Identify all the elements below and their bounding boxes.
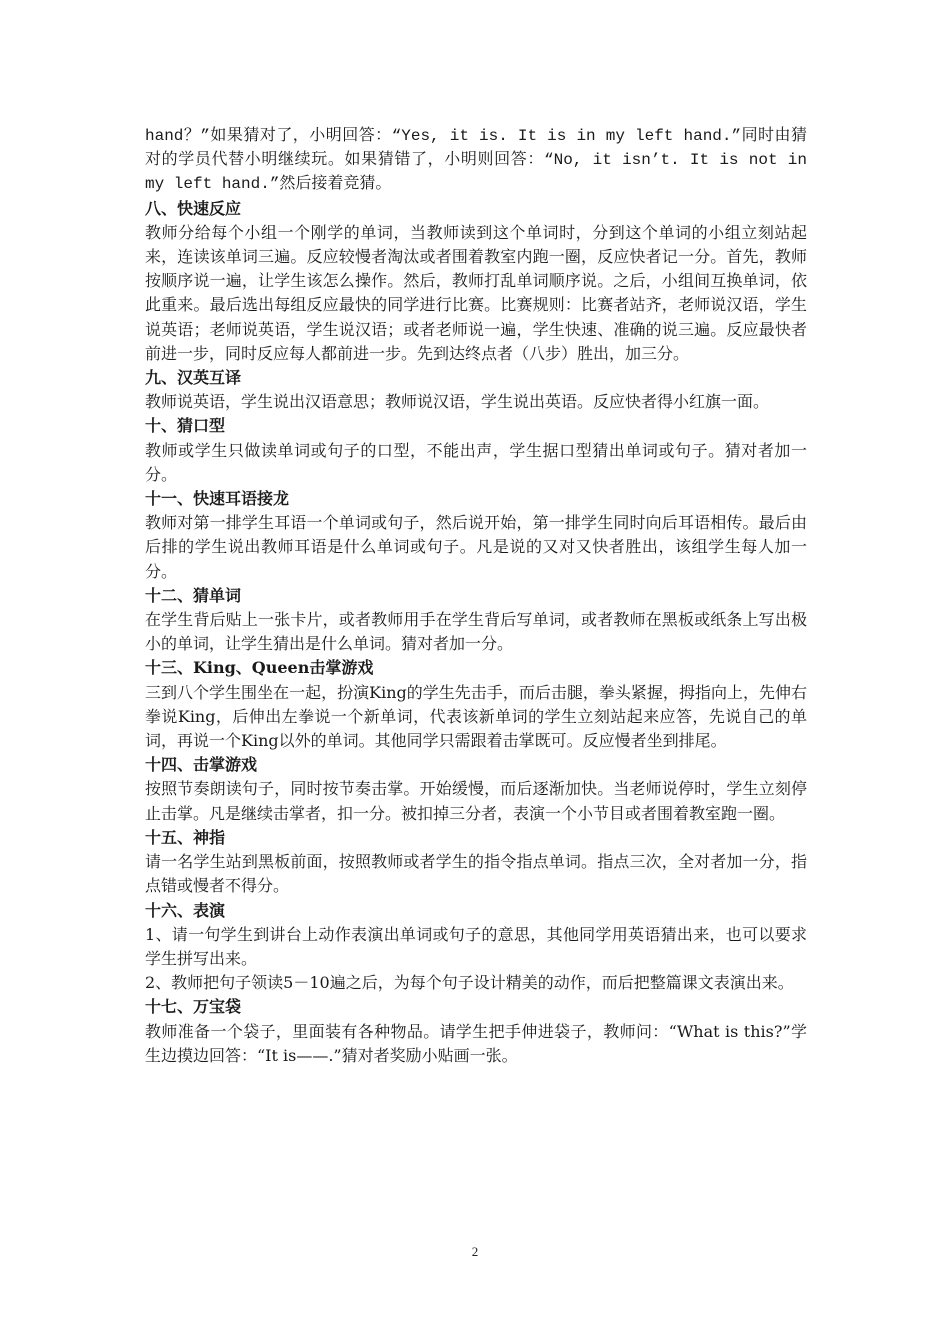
section-heading: 十三、King、Queen击掌游戏 bbox=[145, 658, 374, 678]
section-heading: 十四、击掌游戏 bbox=[145, 755, 258, 775]
section-heading: 十二、猜单词 bbox=[145, 585, 242, 605]
section-paragraph: 在学生背后贴上一张卡片，或者教师用手在学生背后写单词，或者教师在黑板或纸条上写出极小的单词，让学生猜出是什么单词。猜对者加一分。 bbox=[145, 610, 807, 654]
section-paragraph: 教师或学生只做读单词或句子的口型，不能出声，学生据口型猜出单词或句子。猜对者加一分。 bbox=[145, 440, 807, 484]
section-paragraph: 教师对第一排学生耳语一个单词或句子，然后说开始，第一排学生同时向后耳语相传。最后由后排的学生说出教师耳语是什么单词或句子。凡是说的又对又快者胜出，该组学生每人加一分。 bbox=[145, 513, 807, 581]
intro-paragraph: hand？”如果猜对了，小明回答：“Yes, it is. It is in my left hand.”同时由猜对的学员代替小明继续玩。如果猜错了，小明则回答：“No, it isn’t. It is not in my left hand.”然后接着竞猜。 bbox=[145, 127, 807, 194]
section-paragraph: 1、请一句学生到讲台上动作表演出单词或句子的意思，其他同学用英语猜出来，也可以要求学生拼写出来。 bbox=[145, 924, 807, 968]
section-paragraph: 教师说英语，学生说出汉语意思；教师说汉语，学生说出英语。反应快者得小红旗一面。 bbox=[145, 392, 770, 412]
page-content bbox=[145, 124, 807, 1068]
section-heading: 十一、快速耳语接龙 bbox=[145, 489, 290, 509]
section-paragraph: 按照节奏朗读句子，同时按节奏击掌。开始缓慢，而后逐渐加快。当老师说停时，学生立刻停止击掌。凡是继续击掌者，扣一分。被扣掉三分者，表演一个小节目或者围着教室跑一圈。 bbox=[145, 779, 807, 823]
section-heading: 十五、神指 bbox=[145, 827, 226, 847]
section-heading: 八、快速反应 bbox=[145, 198, 242, 218]
section-paragraph: 教师分给每个小组一个刚学的单词，当教师读到这个单词时，分到这个单词的小组立刻站起来，连读该单词三遍。反应较慢者淘汰或者围着教室内跑一圈，反应快者记一分。首先，教师按顺序说一遍，让学生该怎么操作。然后，教师打乱单词顺序说。之后，小组间互换单词，依此重来。最后选出每组反应最快的同学进行比赛。比赛规则：比赛者站齐，老师说汉语，学生说英语；老师说英语，学生说汉语；或者老师说一遍，学生快速、准确的说三遍。反应最快者前进一步，同时反应每人都前进一步。先到达终点者（八步）胜出，加三分。 bbox=[145, 222, 807, 363]
section-paragraph: 请一名学生站到黑板前面，按照教师或者学生的指令指点单词。指点三次，全对者加一分，指点错或慢者不得分。 bbox=[145, 852, 807, 896]
section-paragraph: 教师准备一个袋子，里面装有各种物品。请学生把手伸进袋子，教师问：“What is this?”学生边摸边回答：“It is——.”猜对者奖励小贴画一张。 bbox=[145, 1021, 807, 1065]
page-number: 2 bbox=[471, 1244, 479, 1259]
section-paragraph: 2、教师把句子领读5－10遍之后，为每个句子设计精美的动作，而后把整篇课文表演出来。 bbox=[145, 973, 794, 993]
section-heading: 十、猜口型 bbox=[145, 416, 226, 436]
section-heading: 九、汉英互译 bbox=[145, 368, 242, 388]
section-heading: 十七、万宝袋 bbox=[145, 997, 242, 1017]
section-heading: 十六、表演 bbox=[145, 900, 226, 920]
section-paragraph: 三到八个学生围坐在一起，扮演King的学生先击手，而后击腿，拳头紧握，拇指向上，先伸右拳说King，后伸出左拳说一个新单词，代表该新单词的学生立刻站起来应答，先说自己的单词，再说一个King以外的单词。其他同学只需跟着击掌既可。反应慢者坐到排尾。 bbox=[145, 682, 807, 751]
